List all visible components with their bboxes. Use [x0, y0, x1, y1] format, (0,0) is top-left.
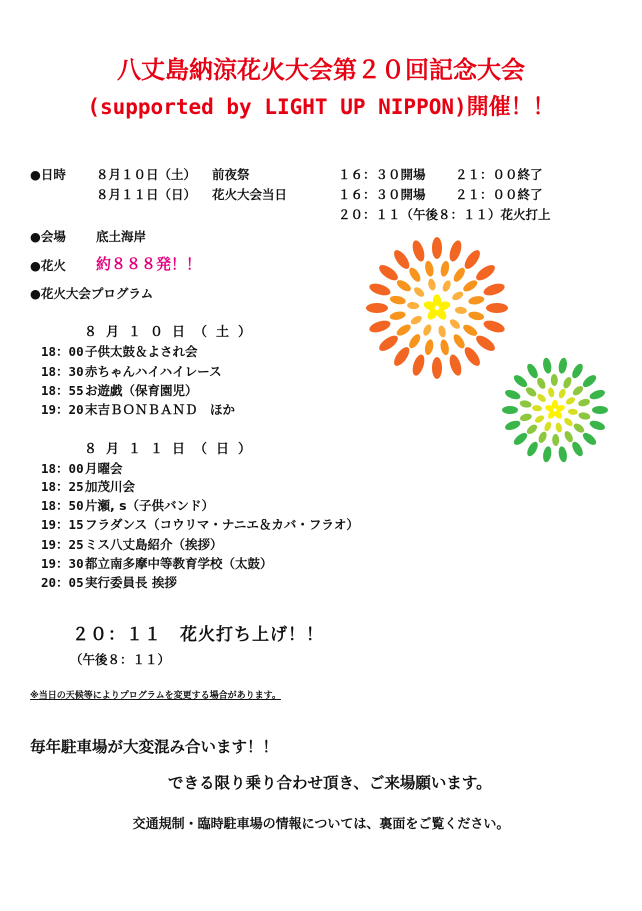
parking-warning: 毎年駐車場が大変混み合います！！	[30, 738, 279, 756]
firework-petal	[512, 373, 529, 389]
firework-petal	[568, 408, 579, 415]
firework-petal	[389, 295, 406, 306]
firework-petal	[542, 446, 553, 463]
weather-note: ※当日の天候等によりプログラムを変更する場合があります。	[30, 691, 281, 701]
program-label: ●花火大会プログラム	[30, 286, 154, 301]
program-time: 18：50	[41, 498, 84, 513]
firework-petal	[572, 422, 586, 435]
schedule-close-2: ２１：００終了	[455, 187, 543, 202]
firework-petal	[519, 413, 532, 423]
firework-petal	[504, 388, 522, 401]
firework-petal	[410, 239, 426, 263]
firework-petal	[439, 260, 450, 277]
program-text: フラダンス（コウリマ・ナニエ＆カバ・フラオ）	[85, 517, 359, 532]
firework-petal	[395, 278, 413, 294]
firework-petal	[565, 396, 577, 406]
firework-petal	[577, 398, 590, 408]
firework-petal	[422, 323, 433, 337]
program-time: 18：30	[41, 364, 84, 379]
firework-petal	[482, 318, 506, 334]
firework-petal	[486, 303, 508, 313]
firework-petal	[551, 374, 558, 386]
firework-petal	[441, 279, 452, 293]
firework-petal	[536, 392, 547, 403]
firework-petal	[588, 388, 606, 401]
carpool-request: できる限り乗り合わせ頂き、ご来場願います。	[168, 774, 492, 792]
firework-petal	[424, 260, 435, 277]
firework-petal	[557, 357, 568, 374]
schedule-date-2: ８月１１日（日）	[96, 187, 197, 202]
program-time: 19：30	[41, 556, 84, 571]
program-time: 18：25	[41, 479, 84, 494]
schedule-close-1: ２１：００終了	[455, 167, 543, 182]
program-time: 18：00	[41, 461, 84, 476]
firework-petal	[432, 357, 442, 379]
firework-petal	[592, 406, 608, 414]
program-time: 20：05	[41, 575, 84, 590]
firework-center-dot	[435, 306, 439, 310]
firework-petal	[368, 281, 392, 297]
firework-petal	[502, 406, 518, 414]
firework-petal	[588, 419, 606, 432]
firework-petal	[570, 440, 585, 458]
program-text: 実行委員長 挨拶	[85, 575, 177, 590]
firework-petal	[462, 345, 483, 369]
schedule-label: ●日時	[30, 167, 66, 182]
program-text: 末吉ＢＯＮＢＡＮＤ ほか	[85, 402, 236, 417]
firework-petal	[563, 416, 574, 427]
firework-petal	[571, 384, 585, 397]
firework-petal	[524, 385, 538, 398]
firework-petal	[377, 262, 401, 283]
firework-center-dot	[553, 408, 556, 411]
firework-petal	[537, 430, 548, 444]
schedule-launch: ２０：１１（午後８：１１）花火打上	[338, 207, 551, 222]
traffic-info: 交通規制・臨時駐車場の情報については、裏面をご覧ください。	[132, 817, 510, 832]
program-text: お遊戯（保育園児）	[85, 383, 198, 398]
program-text: 子供太鼓＆よされ会	[85, 344, 198, 359]
firework-petal	[432, 237, 442, 259]
firework-petal	[519, 399, 532, 408]
firework-petal	[451, 290, 465, 302]
firework-petal	[407, 302, 420, 310]
firework-petal	[543, 421, 553, 433]
firework-petal	[377, 333, 401, 354]
program-text: 赤ちゃんハイハイレース	[85, 364, 222, 379]
firework-petal	[547, 387, 555, 398]
firework-petal	[525, 362, 540, 380]
launch-highlight: ２０：１１ 花火打ち上げ！！	[72, 625, 324, 645]
firework-petal	[368, 318, 392, 334]
schedule-open-2: １６：３０開場	[338, 187, 426, 202]
firework-petal	[570, 362, 585, 380]
firework-petal	[581, 373, 598, 389]
program-time: 18：55	[41, 383, 84, 398]
firework-petal	[455, 306, 468, 314]
firework-petal	[555, 422, 563, 433]
program-time: 19：20	[41, 402, 84, 417]
firework-petal	[389, 310, 406, 321]
firework-petal	[461, 323, 479, 339]
firework-petal	[462, 248, 483, 272]
firework-petal	[391, 248, 412, 272]
firework-petal	[407, 332, 423, 350]
firework-petal	[461, 278, 479, 294]
title-tail: 開催！！	[466, 95, 555, 120]
schedule-event-1: 前夜祭	[212, 167, 250, 182]
firework-petal	[578, 411, 591, 420]
firework-petal	[439, 339, 450, 356]
firework-petal	[391, 345, 412, 369]
fireworks-label: ●花火	[30, 258, 66, 273]
firework-petal	[474, 333, 498, 354]
firework-petal	[557, 388, 567, 400]
schedule-open-1: １６：３０開場	[338, 167, 426, 182]
firework-petal	[532, 405, 543, 412]
schedule-event-2: 花火大会当日	[212, 187, 288, 202]
firework-petal	[535, 376, 547, 390]
title-sponsor: (supported by LIGHT UP NIPPON)	[87, 95, 467, 119]
firework-petal	[447, 239, 463, 263]
firework-petal	[407, 266, 423, 284]
program-text: 都立南多摩中等教育学校（太鼓）	[85, 556, 273, 571]
firework-petal	[451, 332, 467, 350]
firework-petal	[581, 431, 598, 447]
firework-petal	[395, 322, 413, 338]
firework-petal	[504, 419, 522, 432]
firework-petal	[525, 440, 540, 458]
firework-petal	[448, 317, 462, 330]
venue-label: ●会場	[30, 229, 66, 244]
program-text: ミス八丈島紹介（挨拶）	[85, 537, 223, 552]
firework-petal	[412, 285, 426, 298]
firework-petal	[410, 353, 426, 377]
firework-petal	[563, 430, 575, 444]
firework-petal	[525, 423, 539, 436]
firework-petal	[409, 314, 423, 326]
program-time: 19：15	[41, 517, 84, 532]
firework-petal	[427, 278, 436, 291]
program-time: 19：25	[41, 537, 84, 552]
firework-petal	[474, 262, 498, 283]
firework-petal	[512, 431, 529, 447]
firework-petal	[482, 281, 506, 297]
firework-petal	[468, 310, 485, 321]
firework-petal	[562, 376, 573, 390]
program-text: 月曜会	[85, 461, 123, 476]
venue-value: 底土海岸	[96, 229, 147, 244]
firework-petal	[468, 295, 485, 306]
program-text: 加茂川会	[85, 479, 136, 494]
program-day2-heading: ８月１１日（日）	[84, 442, 261, 457]
firework-petal	[552, 434, 559, 446]
firework-petal	[534, 414, 546, 424]
firework-petal	[366, 303, 388, 313]
program-time: 18：00	[41, 344, 84, 359]
program-day1-heading: ８月１０日（土）	[84, 325, 261, 340]
fireworks-count: 約８８８発！！	[96, 255, 202, 273]
firework-petal	[452, 266, 468, 284]
title-line-1: 八丈島納涼花火大会第２０回記念大会	[117, 56, 525, 84]
firework-petal	[437, 325, 446, 338]
firework-petal	[542, 357, 553, 374]
firework-petal	[424, 339, 435, 356]
firework-petal	[447, 353, 463, 377]
launch-highlight-sub: （午後８：１１）	[70, 652, 171, 667]
program-text: 片瀬, s（子供バンド）	[85, 498, 215, 513]
firework-petal	[557, 446, 568, 463]
schedule-date-1: ８月１０日（土）	[96, 167, 197, 182]
